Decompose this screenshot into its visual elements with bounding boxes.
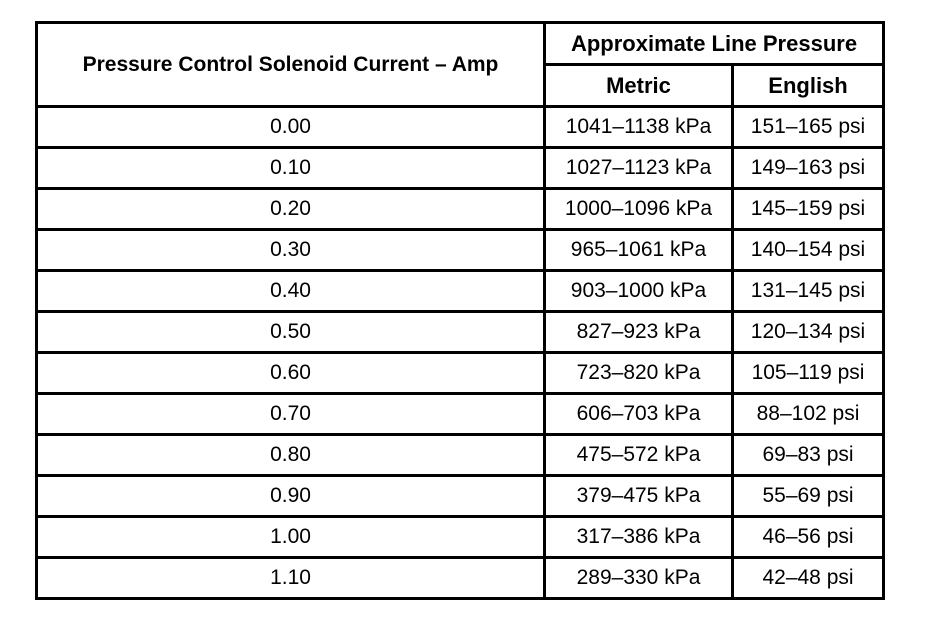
- metric-cell: 827–923 kPa: [545, 312, 733, 353]
- header-row-top: [37, 23, 884, 65]
- metric-cell: 289–330 kPa: [545, 558, 733, 599]
- metric-cell: 1000–1096 kPa: [545, 189, 733, 230]
- english-cell: 42–48 psi: [733, 558, 884, 599]
- table-row: [37, 353, 884, 394]
- table-row: [37, 271, 884, 312]
- table-header: [37, 23, 884, 107]
- table-body: [37, 107, 884, 599]
- current-cell: 0.50: [37, 312, 545, 353]
- english-cell: 140–154 psi: [733, 230, 884, 271]
- english-cell: 145–159 psi: [733, 189, 884, 230]
- english-cell: 131–145 psi: [733, 271, 884, 312]
- metric-cell: 606–703 kPa: [545, 394, 733, 435]
- current-cell: 0.10: [37, 148, 545, 189]
- table-row: [37, 517, 884, 558]
- english-cell: 69–83 psi: [733, 435, 884, 476]
- metric-cell: 317–386 kPa: [545, 517, 733, 558]
- pressure-table: [35, 21, 885, 600]
- table-row: [37, 435, 884, 476]
- table-row: [37, 230, 884, 271]
- metric-cell: 379–475 kPa: [545, 476, 733, 517]
- metric-cell: 723–820 kPa: [545, 353, 733, 394]
- current-column-header: Pressure Control Solenoid Current – Amp: [37, 23, 545, 107]
- table-row: [37, 189, 884, 230]
- current-cell: 0.40: [37, 271, 545, 312]
- english-column-header: English: [733, 65, 884, 107]
- english-cell: 120–134 psi: [733, 312, 884, 353]
- table-row: [37, 394, 884, 435]
- line-pressure-header: Approximate Line Pressure: [545, 23, 884, 65]
- table-row: [37, 148, 884, 189]
- current-cell: 0.90: [37, 476, 545, 517]
- current-cell: 0.60: [37, 353, 545, 394]
- table-row: [37, 312, 884, 353]
- current-cell: 0.00: [37, 107, 545, 148]
- metric-cell: 475–572 kPa: [545, 435, 733, 476]
- metric-column-header: Metric: [545, 65, 733, 107]
- current-cell: 0.20: [37, 189, 545, 230]
- current-cell: 1.00: [37, 517, 545, 558]
- current-cell: 0.80: [37, 435, 545, 476]
- table-row: [37, 107, 884, 148]
- metric-cell: 1027–1123 kPa: [545, 148, 733, 189]
- table-row: [37, 558, 884, 599]
- metric-cell: 903–1000 kPa: [545, 271, 733, 312]
- current-cell: 0.70: [37, 394, 545, 435]
- metric-cell: 965–1061 kPa: [545, 230, 733, 271]
- english-cell: 151–165 psi: [733, 107, 884, 148]
- english-cell: 46–56 psi: [733, 517, 884, 558]
- current-cell: 0.30: [37, 230, 545, 271]
- english-cell: 149–163 psi: [733, 148, 884, 189]
- english-cell: 105–119 psi: [733, 353, 884, 394]
- english-cell: 88–102 psi: [733, 394, 884, 435]
- table-row: [37, 476, 884, 517]
- metric-cell: 1041–1138 kPa: [545, 107, 733, 148]
- current-cell: 1.10: [37, 558, 545, 599]
- english-cell: 55–69 psi: [733, 476, 884, 517]
